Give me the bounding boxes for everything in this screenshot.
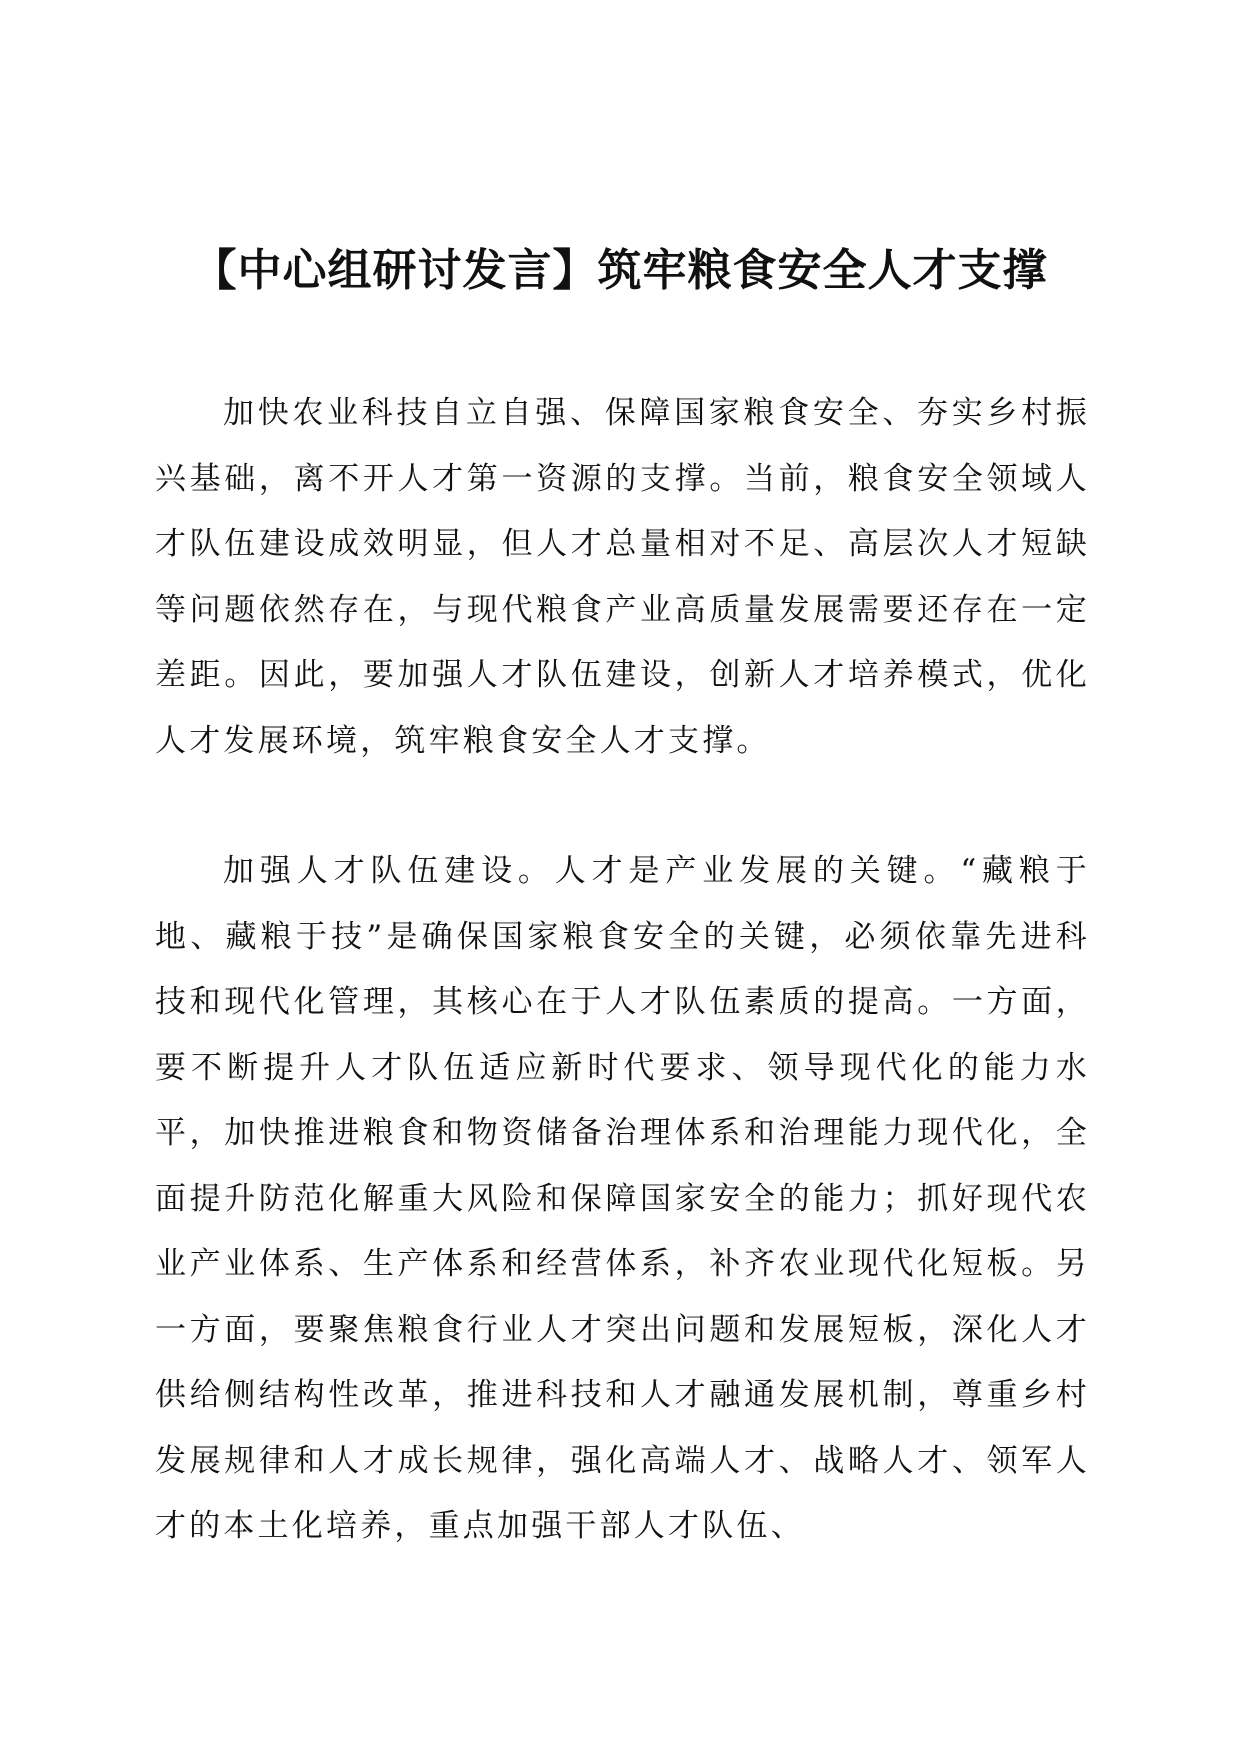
document-title: 【中心组研讨发言】筑牢粮食安全人才支撑 <box>192 245 1048 297</box>
body-paragraph-talent-team: 加强人才队伍建设。人才是产业发展的关键。“藏粮于地、藏粮于技”是确保国家粮食安全的关键，必须依靠先进科技和现代化管理，其核心在于人才队伍素质的提高。一方面，要不断提升人才队伍适应新时代要求、领导现代化的能力水平，加快推进粮食和物资储备治理体系和治理能力现代化，全面提升防范化解重大风险和保障国家安全的能力；抓好现代农业产业体系、生产体系和经营体系，补齐农业现代化短板。另一方面，要聚焦粮食行业人才突出问题和发展短板，深化人才供给侧结构性改革，推进科技和人才融通发展机制，尊重乡村发展规律和人才成长规律，强化高端人才、战略人才、领军人才的本土化培养，重点加强干部人才队伍、 <box>155 853 1090 1544</box>
body-paragraph-intro: 加快农业科技自立自强、保障国家粮食安全、夯实乡村振兴基础，离不开人才第一资源的支撑。当前，粮食安全领域人才队伍建设成效明显，但人才总量相对不足、高层次人才短缺等问题依然存在，与现代粮食产业高质量发展需要还存在一定差距。因此，要加强人才队伍建设，创新人才培养模式，优化人才发展环境，筑牢粮食安全人才支撑。 <box>155 395 1090 759</box>
